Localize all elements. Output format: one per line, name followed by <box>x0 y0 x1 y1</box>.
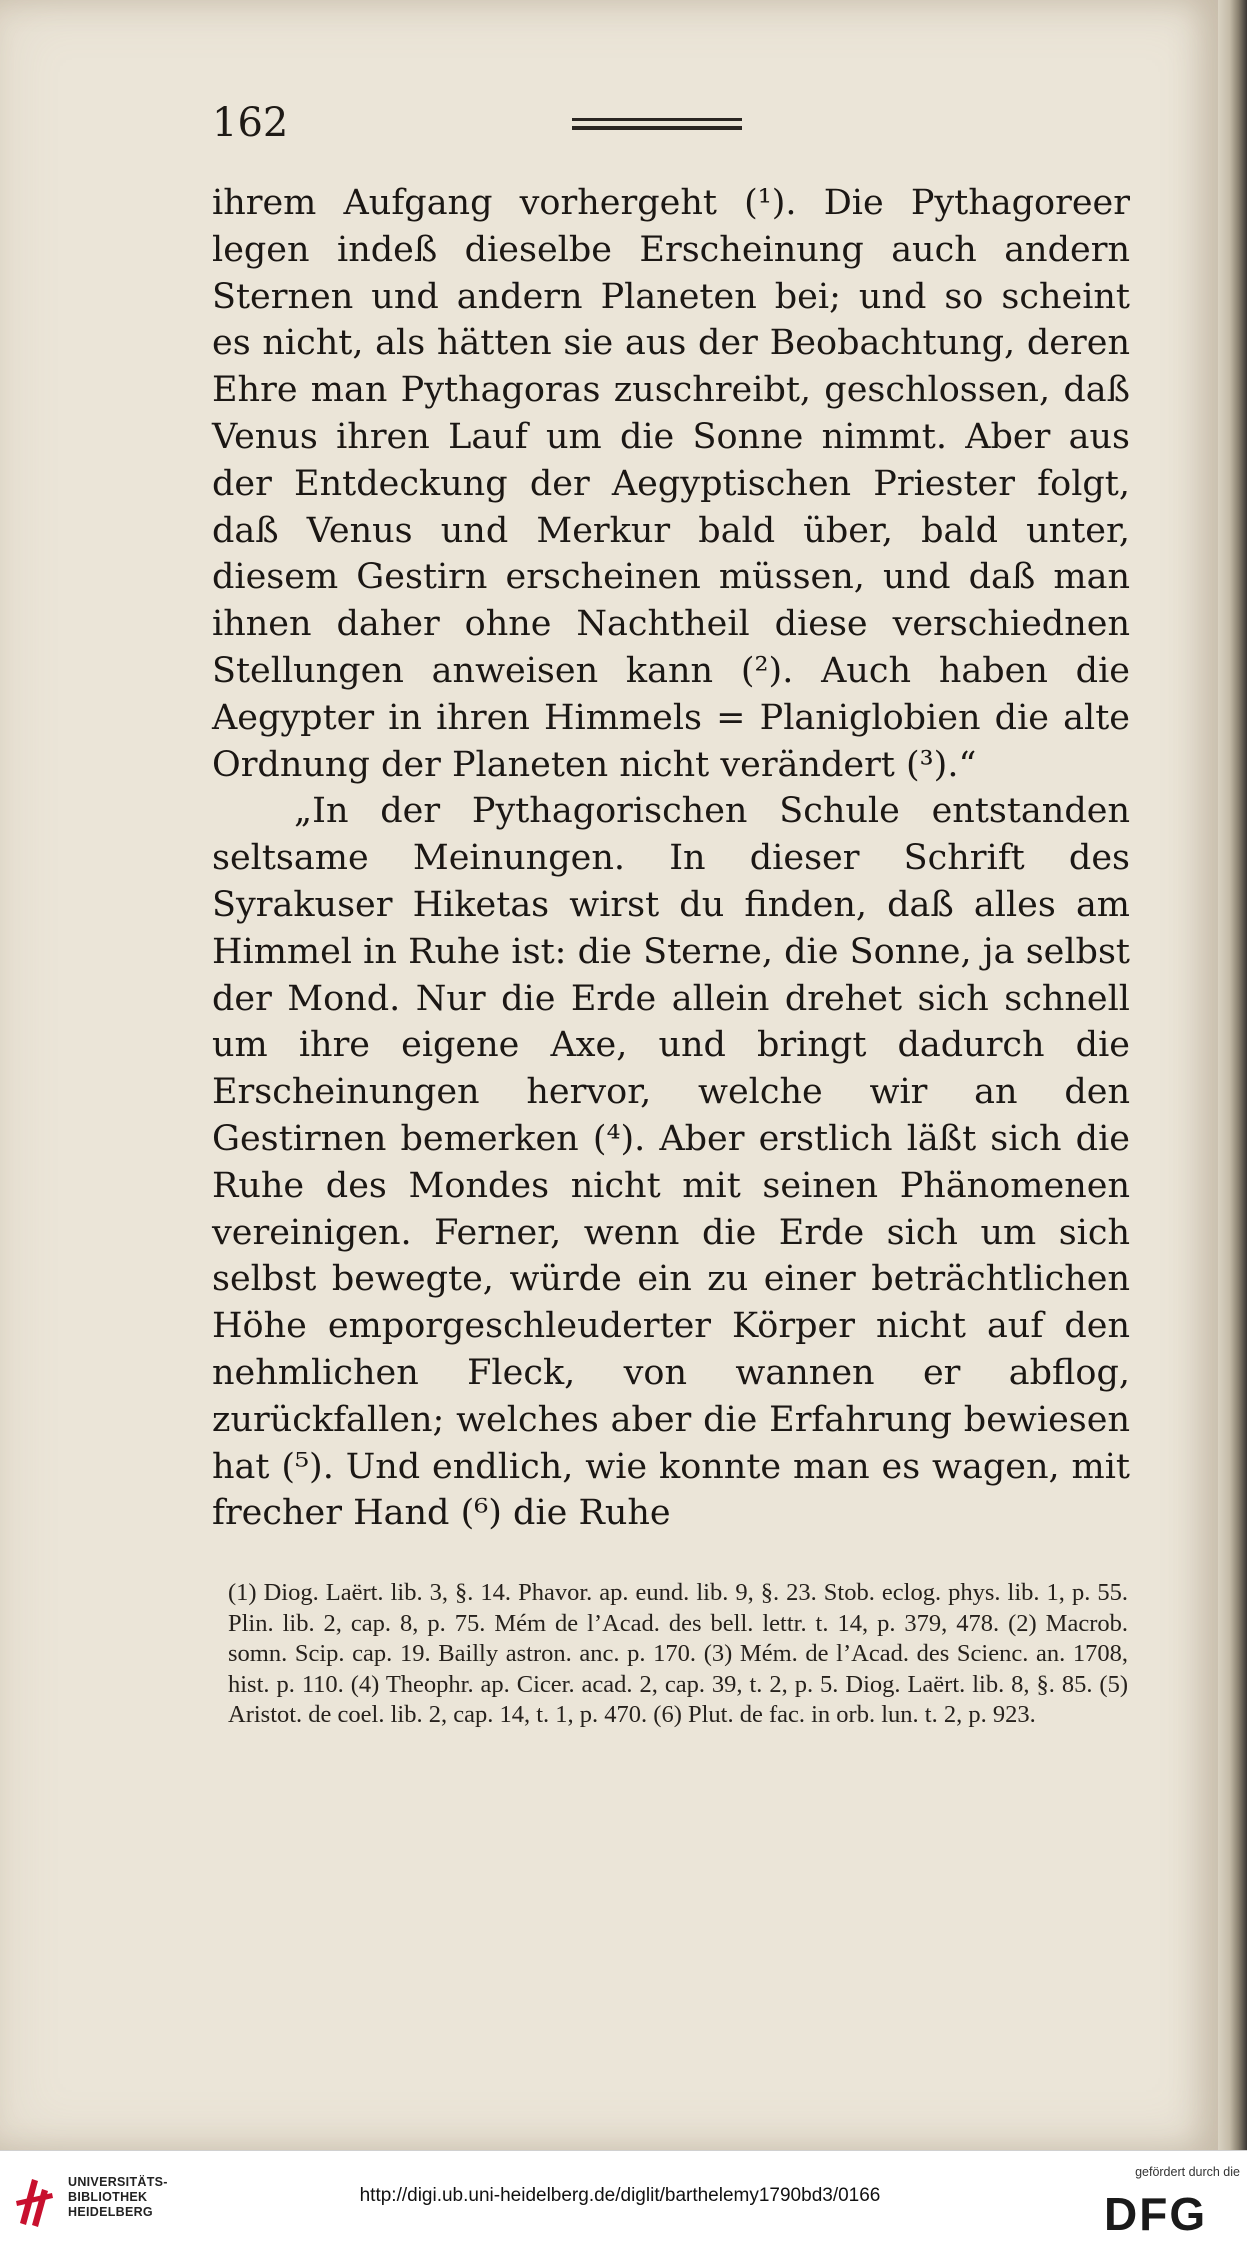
library-name: UNIVERSITÄTS- BIBLIOTHEK HEIDELBERG <box>68 2175 168 2219</box>
dfg-logo: DFG <box>1104 2188 1208 2240</box>
paragraph: ihrem Aufgang vorhergeht (¹). Die Pythagoreer legen indeß dieselbe Erscheinung auch andern Sternen und andern Planeten bei; und so scheint es nicht, als hätten sie aus der Beobachtung, deren Ehre man Pythagoras zuschreibt, geschlossen, daß Venus ihren Lauf um die Sonne nimmt. Aber aus der Entdeckung der Aegyptischen Priester folgt, daß Venus und Merkur bald über, bald unter, diesem Gestirn erscheinen müssen, und daß man ihnen daher ohne Nachtheil diese verschiednen Stellungen anweisen kann (²). Auch haben die Aegypter in ihren Himmels = Planiglobien die alte Ordnung der Planeten nicht verändert (³).“ <box>212 183 1130 785</box>
footnote-text: (1) Diog. Laërt. lib. 3, §. 14. Phavor. ap. eund. lib. 9, §. 23. Stob. eclog. phys. lib. 1, p. 55. Plin. lib. 2, cap. 8, p. 75. Mém de l’Acad. des bell. lettr. t. 14, p. 379, 478. (2) Macrob. somn. Scip. cap. 19. Bailly astron. anc. p. 170. (3) Mém. de l’Acad. des Scienc. an. 1708, hist. p. 110. (4) Theophr. ap. Cicer. acad. 2, cap. 39, t. 2, p. 5. Diog. Laërt. lib. 8, §. 85. (5) Aristot. de coel. lib. 2, cap. 14, t. 1, p. 470. (6) Plut. de fac. in orb. lun. t. 2, p. 923. <box>228 1579 1128 1728</box>
page-header <box>212 100 1117 160</box>
funding-label: gefördert durch die <box>1135 2165 1240 2179</box>
viewer-footer <box>0 2150 1247 2249</box>
footnotes <box>228 1578 1128 1731</box>
paragraph: „In der Pythagorischen Schule entstanden seltsame Meinungen. In dieser Schrift des Syrakuser Hiketas wirst du finden, daß alles am Himmel in Ruhe ist: die Sterne, die Sonne, ja selbst der Mond. Nur die Erde allein drehet sich schnell um ihre eigene Axe, und bringt dadurch die Erscheinungen hervor, welche wir an den Gestirnen bemerken (⁴). Aber erstlich läßt sich die Ruhe des Mondes nicht mit seinen Phänomenen vereinigen. Ferner, wenn die Erde sich um sich selbst bewegte, würde ein zu einer beträchtlichen Höhe emporgeschleuderter Körper nicht auf den nehmlichen Fleck, von wannen er abflog, zurückfallen; welches aber die Erfahrung bewiesen hat (⁵). Und endlich, wie konnte man es wagen, mit frecher Hand (⁶) die Ruhe <box>212 791 1130 1534</box>
university-library-logo-icon <box>12 2171 60 2231</box>
permalink-url[interactable]: http://digi.ub.uni-heidelberg.de/diglit/barthelemy1790bd3/0166 <box>359 2185 881 2206</box>
header-rule <box>572 118 742 135</box>
page-edge <box>1218 0 1247 2150</box>
page-number: 162 <box>212 100 289 146</box>
body-text <box>212 180 1130 1537</box>
